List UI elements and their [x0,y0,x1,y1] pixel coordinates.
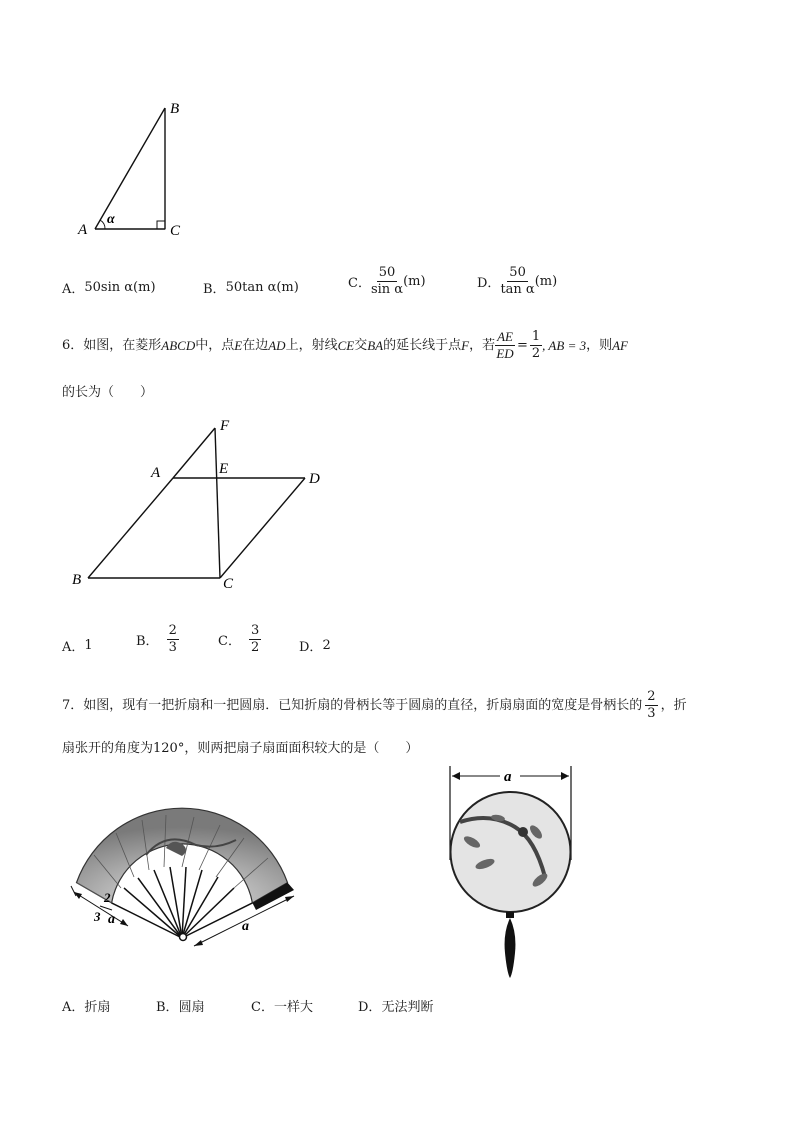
frac-num: 50 [378,265,396,280]
label-a: A [151,465,161,481]
rhombus-figure [68,418,338,593]
text: 中，点 [195,337,235,353]
frac-num: 3 [250,623,260,638]
dim-a-rib: a [242,919,249,934]
q7-stem-line1 [62,690,687,720]
option-d-label: D． [477,275,501,291]
frac-den: 3 [168,639,177,655]
equals: = [516,337,528,353]
option-b-label: B． [136,633,159,649]
math: AD [268,337,286,353]
math: BA [367,337,384,353]
option-c-fraction [371,266,403,296]
text: 在边 [242,337,269,353]
text: 7．如图，现有一把折扇和一把圆扇．已知折扇的骨柄长等于圆扇的直径，折扇扇面的宽度是骨柄长的 [62,697,643,713]
q5-option-c[interactable] [348,266,426,296]
option-c-label: C． [218,633,241,649]
label-b: B [170,101,180,117]
frac-den: 3 [647,705,656,721]
arrow-head [452,772,460,780]
arrow-head [120,919,128,926]
dim-three: 3 [94,909,101,924]
frac-den: 2 [250,639,260,655]
option-c-unit: (m) [403,273,426,289]
q6-stem-line2: 的长为（ ） [62,385,154,400]
text: ，若 [469,337,496,353]
math: F [461,337,470,353]
dim-a-width: a [108,912,115,927]
q7-option-b[interactable] [156,996,205,1015]
q7-stem-line2: 扇张开的角度为120°，则两把扇子扇面面积较大的是（ ） [62,741,419,756]
round-fan-figure [440,762,585,987]
dim-a-diameter: a [504,769,512,785]
arrow-head [194,940,203,946]
q7-option-a[interactable] [62,996,110,1015]
frac-num: 1 [531,329,541,344]
frac-den: tan α [500,281,535,297]
q5-option-d[interactable] [477,266,557,296]
option-d-fraction [500,266,534,296]
q5-option-a[interactable] [62,278,156,297]
option-b-text: 50tan α(m) [225,280,299,295]
option-b-label: B． [156,1000,179,1015]
round-fan-handle [505,918,516,978]
frac-num: 2 [168,623,177,638]
ray-cf [215,428,220,578]
option-d-text: 无法判断 [381,1000,434,1015]
option-b-label: B． [203,282,226,297]
extension-af [173,428,215,478]
option-a-label: A． [62,640,85,655]
q6-option-c[interactable] [218,624,261,654]
math: CE [337,337,355,353]
fan-pivot [180,934,187,941]
math: AF [612,337,628,353]
q6-option-b[interactable] [136,624,179,654]
q6-stem-line1 [62,330,628,360]
q7-option-c[interactable] [251,996,313,1015]
q5-option-b[interactable] [203,278,299,297]
label-f: F [220,418,230,434]
option-b-fraction [167,624,179,654]
text: 6．如图，在菱形 [62,337,162,353]
label-d: D [309,471,320,487]
side-ab [95,108,165,229]
label-e: E [219,461,229,477]
arrow-head [561,772,569,780]
q6-option-a[interactable] [62,636,93,655]
q6-option-d[interactable] [299,636,331,655]
option-a-text: 折扇 [84,1000,111,1015]
option-c-fraction [249,624,261,654]
label-b: B [72,572,82,588]
option-d-text: 2 [322,638,331,653]
round-fan-neck [506,912,514,918]
frac-num: 50 [509,265,526,280]
side-cd [220,478,305,578]
angle-arc [100,220,105,229]
label-c: C [170,223,181,239]
half-fraction [530,330,542,360]
option-b-text: 圆扇 [178,1000,205,1015]
triangle-figure [70,95,200,245]
dim-two: 2 [104,890,111,905]
math: E [234,337,243,353]
math: , AB = 3 [542,337,587,353]
option-a-text: 50sin α(m) [84,280,156,295]
frac-num: AE [497,329,513,344]
option-a-label: A． [62,282,85,297]
option-c-label: C． [348,275,371,291]
round-fan-leaf [451,792,571,912]
width-fraction [645,690,657,720]
text: ，折 [660,697,687,713]
label-alpha: α [107,212,115,227]
text: 交 [354,337,368,353]
arrow-head [285,896,294,902]
q7-option-d[interactable] [358,996,433,1015]
tick [71,886,76,896]
math: ABCD [161,337,196,353]
ratio-fraction [495,330,515,360]
text: ，则 [586,337,613,353]
option-a-text: 1 [84,638,93,653]
frac-num: 2 [647,689,656,704]
option-c-label: C． [251,1000,274,1015]
option-d-unit: (m) [534,273,558,289]
option-a-label: A． [62,1000,85,1015]
label-c: C [223,576,234,592]
option-d-label: D． [358,1000,382,1015]
frac-den: sin α [370,281,404,297]
text: 上，射线 [285,337,338,353]
frac-den: ED [496,345,514,361]
round-fan-bird [518,827,528,837]
folding-fan-figure [66,800,316,970]
text: 的延长线于点 [383,337,462,353]
option-d-label: D． [299,640,323,655]
side-ba [88,478,173,578]
right-angle-mark [157,221,165,229]
frac-den: 2 [531,345,541,361]
option-c-text: 一样大 [273,1000,313,1015]
label-a: A [78,222,88,238]
